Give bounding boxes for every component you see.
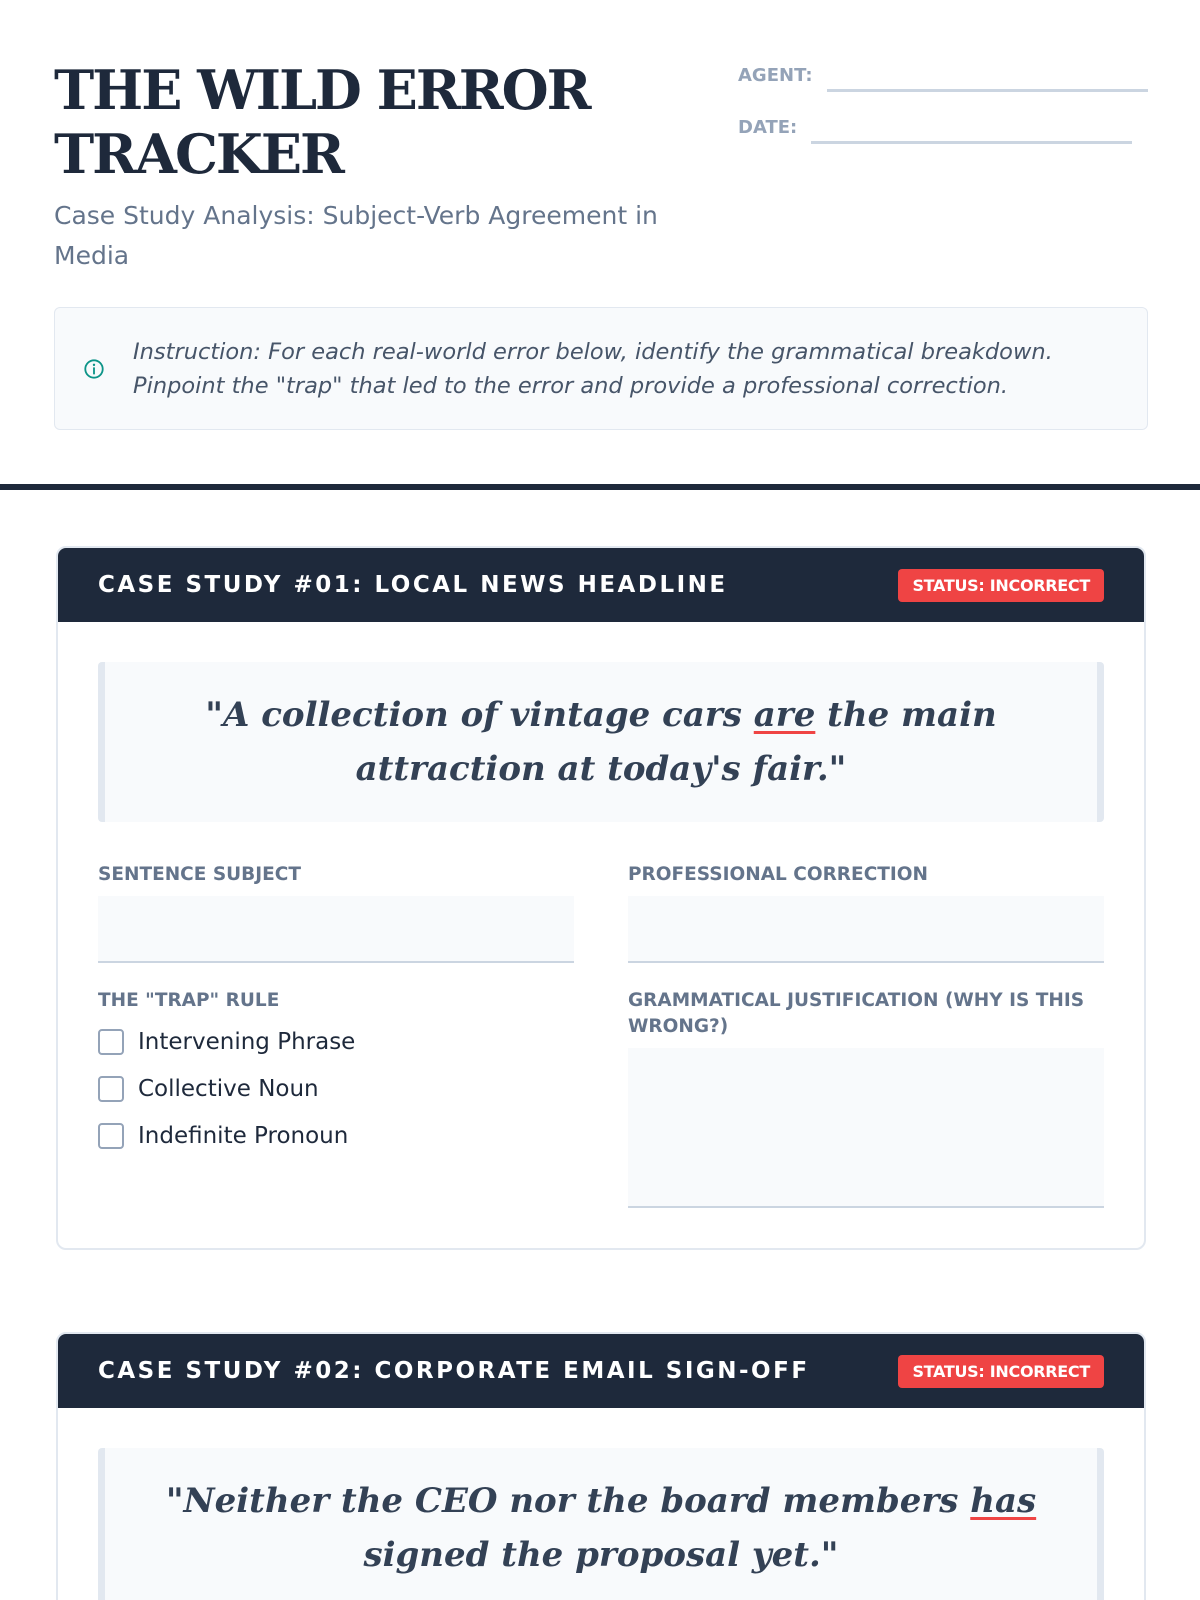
trap-options [98, 1018, 574, 1159]
case-study-card [56, 546, 1146, 1250]
quote-text-before: "A collection of vintage cars [205, 695, 754, 735]
date-field[interactable] [811, 114, 1132, 144]
subject-group [98, 862, 574, 963]
page-header [54, 58, 1148, 268]
instruction-box [54, 307, 1148, 430]
checkbox[interactable] [98, 1123, 124, 1149]
correction-group [628, 862, 1104, 963]
error-word: are [753, 695, 816, 735]
option-indefinite-pronoun[interactable] [98, 1112, 574, 1159]
error-quote [145, 1474, 1057, 1582]
info-icon [83, 358, 105, 380]
status-badge: STATUS: INCORRECT [898, 569, 1104, 602]
option-label: Collective Noun [138, 1075, 319, 1102]
justification-input[interactable] [628, 1048, 1104, 1208]
case-study-card [56, 1332, 1146, 1600]
page-title: THE WILD ERROR TRACKER [54, 58, 590, 186]
checkbox[interactable] [98, 1076, 124, 1102]
justification-group [628, 988, 1104, 1208]
agent-label: AGENT: [738, 65, 813, 86]
subject-label: SENTENCE SUBJECT [98, 864, 302, 885]
agent-field[interactable] [827, 62, 1148, 92]
date-label: DATE: [738, 117, 798, 138]
subject-input[interactable] [98, 896, 574, 963]
justification-label: GRAMMATICAL JUSTIFICATION (WHY IS THIS WRONG?) [628, 990, 1085, 1037]
correction-input[interactable] [628, 896, 1104, 963]
status-badge: STATUS: INCORRECT [898, 1355, 1104, 1388]
quote-box [98, 1448, 1104, 1600]
quote-text-after: signed the proposal yet." [363, 1535, 839, 1575]
meta-fields [738, 58, 1148, 162]
quote-box [98, 662, 1104, 822]
trap-label: THE "TRAP" RULE [98, 990, 280, 1011]
case-header [58, 1334, 1144, 1408]
section-divider [0, 484, 1200, 490]
case-title: CASE STUDY #02: CORPORATE EMAIL SIGN-OFF [98, 1358, 810, 1384]
agent-row [738, 58, 1148, 92]
date-row [738, 110, 1148, 144]
page-subtitle: Case Study Analysis: Subject-Verb Agreement in Media [54, 201, 658, 270]
error-quote [145, 688, 1057, 796]
case-title: CASE STUDY #01: LOCAL NEWS HEADLINE [98, 572, 728, 598]
correction-label: PROFESSIONAL CORRECTION [628, 864, 928, 885]
instruction-text: Instruction: For each real-world error below, identify the grammatical breakdown. Pinpoint the "trap" that led to the error and provide a professional correction. [133, 338, 1053, 399]
quote-text-after: the main attraction at today's fair." [355, 695, 997, 789]
option-intervening-phrase[interactable] [98, 1018, 574, 1065]
option-label: Indefinite Pronoun [138, 1122, 349, 1149]
checkbox[interactable] [98, 1029, 124, 1055]
quote-text-before: "Neither the CEO nor the board members [165, 1481, 971, 1521]
case-header [58, 548, 1144, 622]
option-label: Intervening Phrase [138, 1028, 356, 1055]
trap-group [98, 988, 574, 1159]
option-collective-noun[interactable] [98, 1065, 574, 1112]
error-word: has [970, 1481, 1037, 1521]
